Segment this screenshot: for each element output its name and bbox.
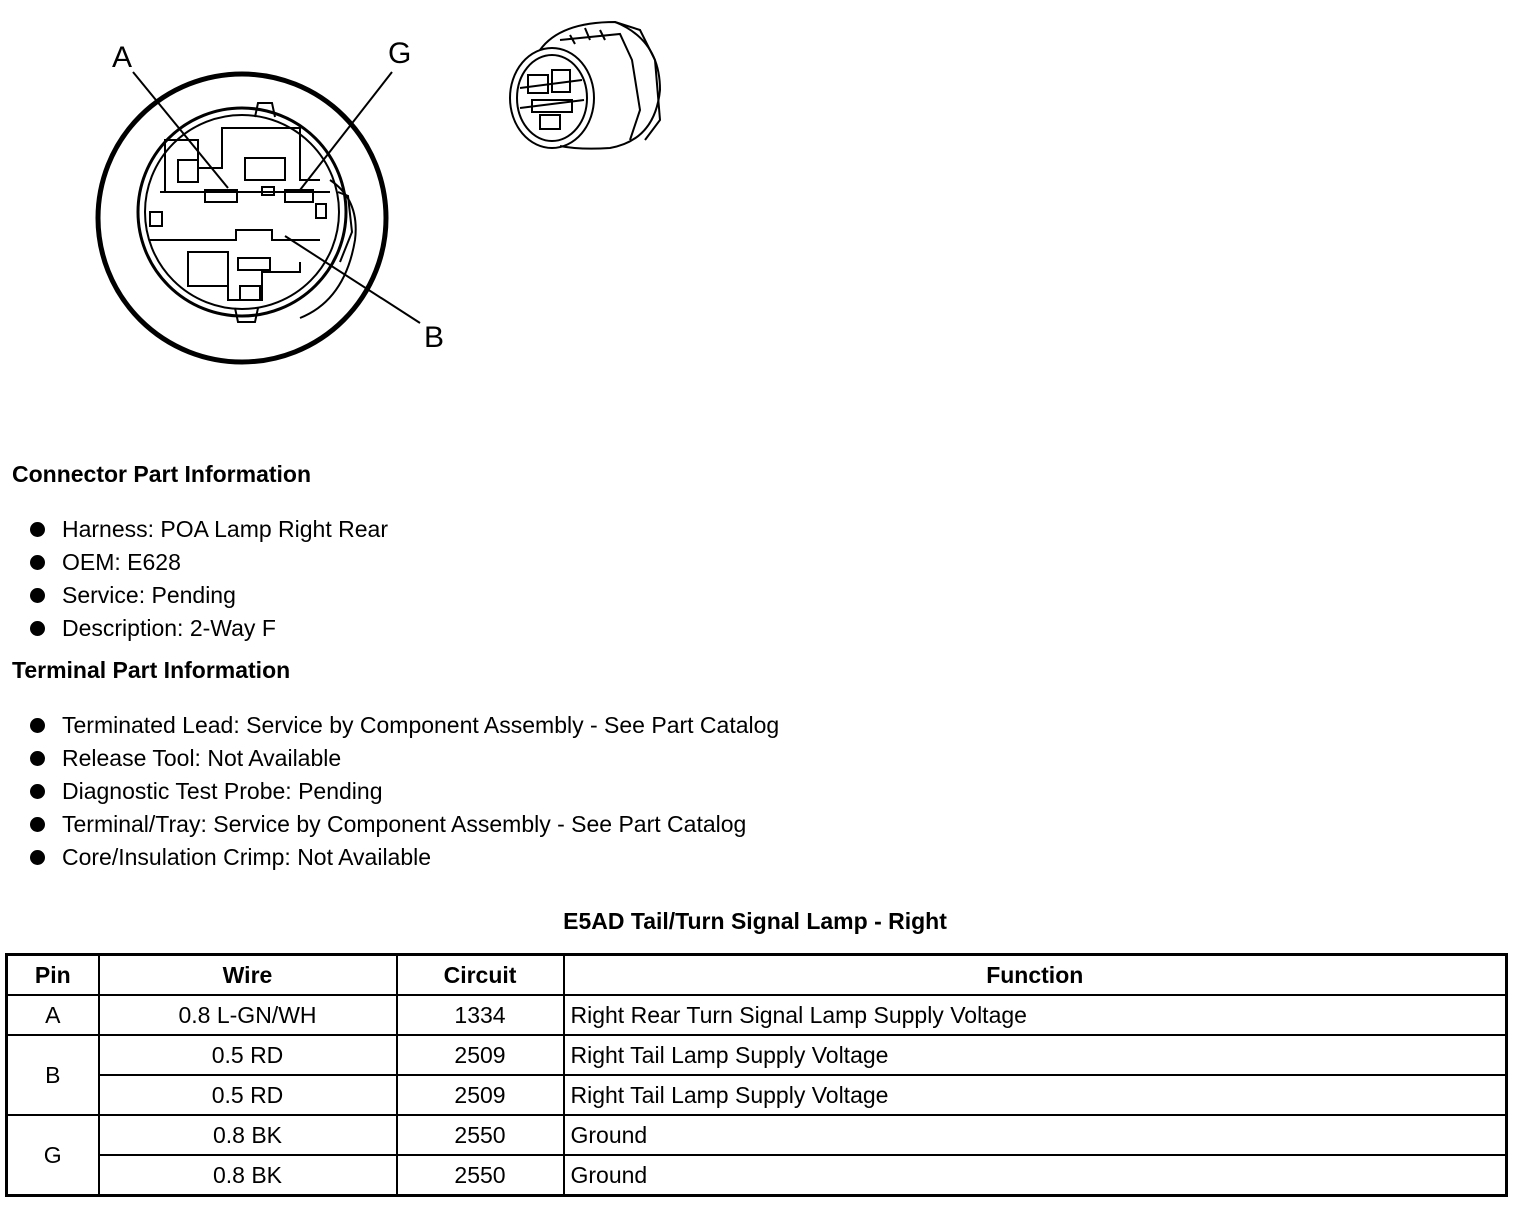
header-pin: Pin xyxy=(7,955,99,996)
pin-cell: A xyxy=(7,995,99,1035)
header-wire: Wire xyxy=(99,955,397,996)
circuit-cell: 1334 xyxy=(397,995,564,1035)
function-cell: Right Tail Lamp Supply Voltage xyxy=(564,1075,1507,1115)
pin-cell: G xyxy=(7,1115,99,1196)
callout-label-g: G xyxy=(388,37,412,70)
table-row xyxy=(7,1115,1507,1155)
list-item: Description: 2-Way F xyxy=(30,612,388,645)
callout-label-a: A xyxy=(112,41,133,74)
list-item: OEM: E628 xyxy=(30,546,388,579)
list-item: Terminal/Tray: Service by Component Assembly - See Part Catalog xyxy=(30,808,779,841)
list-item: Terminated Lead: Service by Component Assembly - See Part Catalog xyxy=(30,709,779,742)
connector-face-diagram xyxy=(0,0,700,420)
function-cell: Right Tail Lamp Supply Voltage xyxy=(564,1035,1507,1075)
header-function: Function xyxy=(564,955,1507,996)
list-item: Service: Pending xyxy=(30,579,388,612)
table-row xyxy=(7,1155,1507,1196)
list-item: Harness: POA Lamp Right Rear xyxy=(30,513,388,546)
pin-cell: B xyxy=(7,1035,99,1115)
header-circuit: Circuit xyxy=(397,955,564,996)
wire-cell: 0.5 RD xyxy=(99,1035,397,1075)
wire-cell: 0.8 BK xyxy=(99,1155,397,1196)
pinout-table xyxy=(5,953,1508,1197)
function-cell: Ground xyxy=(564,1155,1507,1196)
connector-outer-ring xyxy=(98,74,386,362)
list-item: Diagnostic Test Probe: Pending xyxy=(30,775,779,808)
connector-3d-view xyxy=(510,22,660,149)
connector-info-list xyxy=(30,513,388,645)
terminal-info-title: Terminal Part Information xyxy=(12,657,291,683)
table-row xyxy=(7,1075,1507,1115)
list-item: Core/Insulation Crimp: Not Available xyxy=(30,841,779,874)
table-title: E5AD Tail/Turn Signal Lamp - Right xyxy=(563,908,947,934)
table-header-row xyxy=(7,955,1507,996)
wire-cell: 0.5 RD xyxy=(99,1075,397,1115)
table-row xyxy=(7,1035,1507,1075)
wire-cell: 0.8 BK xyxy=(99,1115,397,1155)
function-cell: Right Rear Turn Signal Lamp Supply Voltage xyxy=(564,995,1507,1035)
connector-info-title: Connector Part Information xyxy=(12,461,312,487)
circuit-cell: 2550 xyxy=(397,1155,564,1196)
function-cell: Ground xyxy=(564,1115,1507,1155)
table-row xyxy=(7,995,1507,1035)
terminal-info-list xyxy=(30,709,779,874)
wire-cell: 0.8 L-GN/WH xyxy=(99,995,397,1035)
circuit-cell: 2509 xyxy=(397,1035,564,1075)
list-item: Release Tool: Not Available xyxy=(30,742,779,775)
circuit-cell: 2509 xyxy=(397,1075,564,1115)
callout-label-b: B xyxy=(424,321,445,354)
circuit-cell: 2550 xyxy=(397,1115,564,1155)
